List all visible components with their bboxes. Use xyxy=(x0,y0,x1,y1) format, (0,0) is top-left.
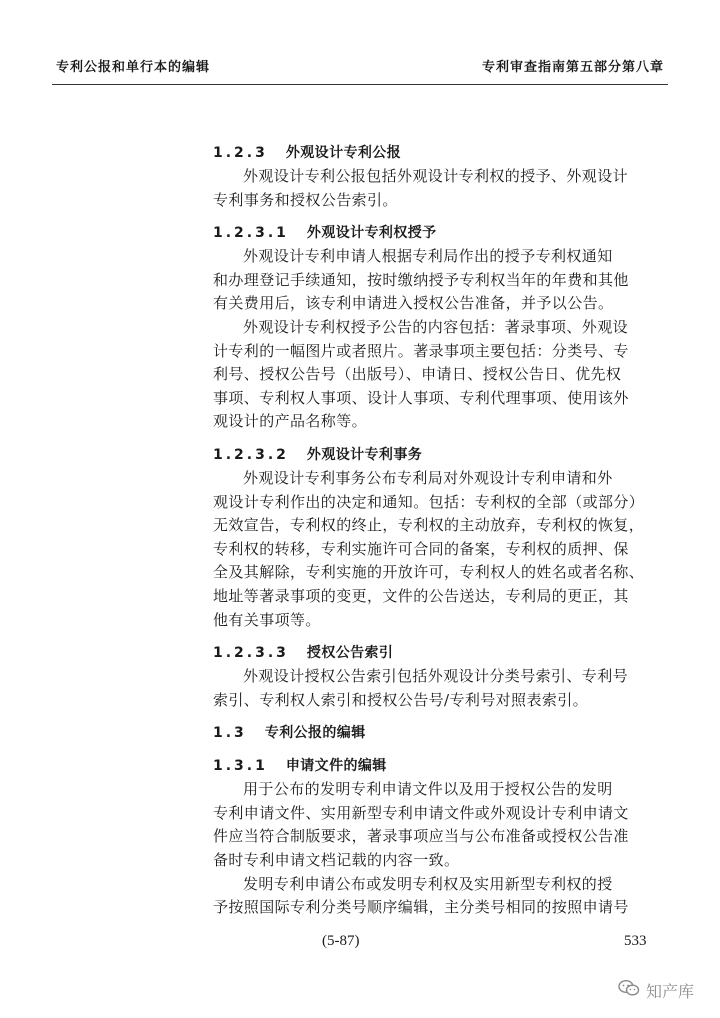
header-left-title: 专利公报和单行本的编辑 xyxy=(56,60,211,75)
text-line: 外观设计专利公报包括外观设计专利权的授予、外观设计 xyxy=(243,167,629,185)
paragraph xyxy=(213,665,663,712)
text-line: 外观设计专利权授予公告的内容包括：著录事项、外观设 xyxy=(243,317,629,336)
text-line: 发明专利申请公布或发明专利权及实用新型专利权的授 xyxy=(243,874,613,893)
text-line: 用于公布的发明专利申请文件以及用于授权公告的发明 xyxy=(243,780,613,799)
paragraph xyxy=(213,245,663,316)
section-title: 外观设计专利权授予 xyxy=(306,225,437,242)
section-title: 外观设计专利公报 xyxy=(285,145,402,161)
text-line: 事项、专利权人事项、设计人事项、专利代理事项、使用该外 xyxy=(213,388,629,407)
paragraph xyxy=(213,873,663,920)
section-title: 申请文件的编辑 xyxy=(285,758,387,775)
section-number: 1.2.3.2 xyxy=(213,446,289,463)
paragraph xyxy=(213,165,663,212)
text-line: 外观设计专利事务公布专利局对外观设计专利申请和外 xyxy=(243,468,613,487)
header-divider xyxy=(52,84,668,85)
text-line: 他有关事项等。 xyxy=(213,610,321,629)
watermark xyxy=(618,978,694,1002)
text-line: 索引、专利权人索引和授权公告号/专利号对照表索引。 xyxy=(213,690,589,709)
text-line: 备时专利申请文档记载的内容一致。 xyxy=(213,851,460,870)
section-number: 1.3.1 xyxy=(213,758,268,775)
text-line: 和办理登记手续通知，按时缴纳授予专利权当年的年费和其他 xyxy=(213,270,629,289)
text-line: 外观设计授权公告索引包括外观设计分类号索引、专利号 xyxy=(243,667,629,686)
header-right-title: 专利审查指南第五部分第八章 xyxy=(481,60,664,75)
paragraph xyxy=(213,316,663,434)
watermark-text: 知产库 xyxy=(646,981,695,1001)
text-line: 外观设计专利申请人根据专利局作出的授予专利权通知 xyxy=(243,247,613,266)
page-code: (5-87) xyxy=(322,933,360,949)
text-line: 予按照国际专利分类号顺序编辑，主分类号相同的按照申请号 xyxy=(213,898,629,917)
running-header xyxy=(56,56,664,78)
text-line: 无效宣告，专利权的终止，专利权的主动放弃，专利权的恢复， xyxy=(213,516,645,535)
text-line: 专利事务和授权公告索引。 xyxy=(213,190,398,209)
section-heading xyxy=(213,721,663,745)
section-title: 外观设计专利事务 xyxy=(306,446,423,463)
section-heading xyxy=(213,443,663,467)
section-number: 1.2.3.1 xyxy=(213,225,289,242)
text-line: 观设计的产品名称等。 xyxy=(213,412,368,431)
text-line: 件应当符合制版要求，著录事项应当与公布准备或授权公告准 xyxy=(213,827,629,846)
paragraph xyxy=(213,467,663,632)
main-content xyxy=(213,141,663,920)
text-line: 计专利的一幅图片或者照片。著录事项主要包括：分类号、专 xyxy=(213,341,629,360)
section-title: 专利公报的编辑 xyxy=(264,725,366,742)
text-line: 专利权的转移，专利实施许可合同的备案，专利权的质押、保 xyxy=(213,539,629,558)
text-line: 有关费用后，该专利申请进入授权公告准备，并予以公告。 xyxy=(213,294,614,313)
text-line: 全及其解除，专利实施的开放许可，专利权人的姓名或者名称、 xyxy=(213,563,645,582)
section-number: 1.3 xyxy=(213,725,247,742)
section-title: 授权公告索引 xyxy=(306,645,394,662)
wechat-icon xyxy=(618,979,640,1001)
section-heading xyxy=(213,754,663,778)
section-heading xyxy=(213,641,663,665)
text-line: 利号、授权公告号（出版号）、申请日、授权公告日、优先权 xyxy=(213,365,622,384)
text-line: 专利申请文件、实用新型专利申请文件或外观设计专利申请文 xyxy=(213,803,629,822)
section-heading xyxy=(213,141,663,165)
paragraph xyxy=(213,778,663,872)
page-number: 533 xyxy=(624,933,647,949)
text-line: 观设计专利作出的决定和通知。包括：专利权的全部（或部分） xyxy=(213,492,645,511)
section-number: 1.2.3.3 xyxy=(213,645,289,662)
section-heading xyxy=(213,221,663,245)
section-number: 1.2.3 xyxy=(213,145,268,161)
text-line: 地址等著录事项的变更，文件的公告送达，专利局的更正，其 xyxy=(213,586,629,605)
